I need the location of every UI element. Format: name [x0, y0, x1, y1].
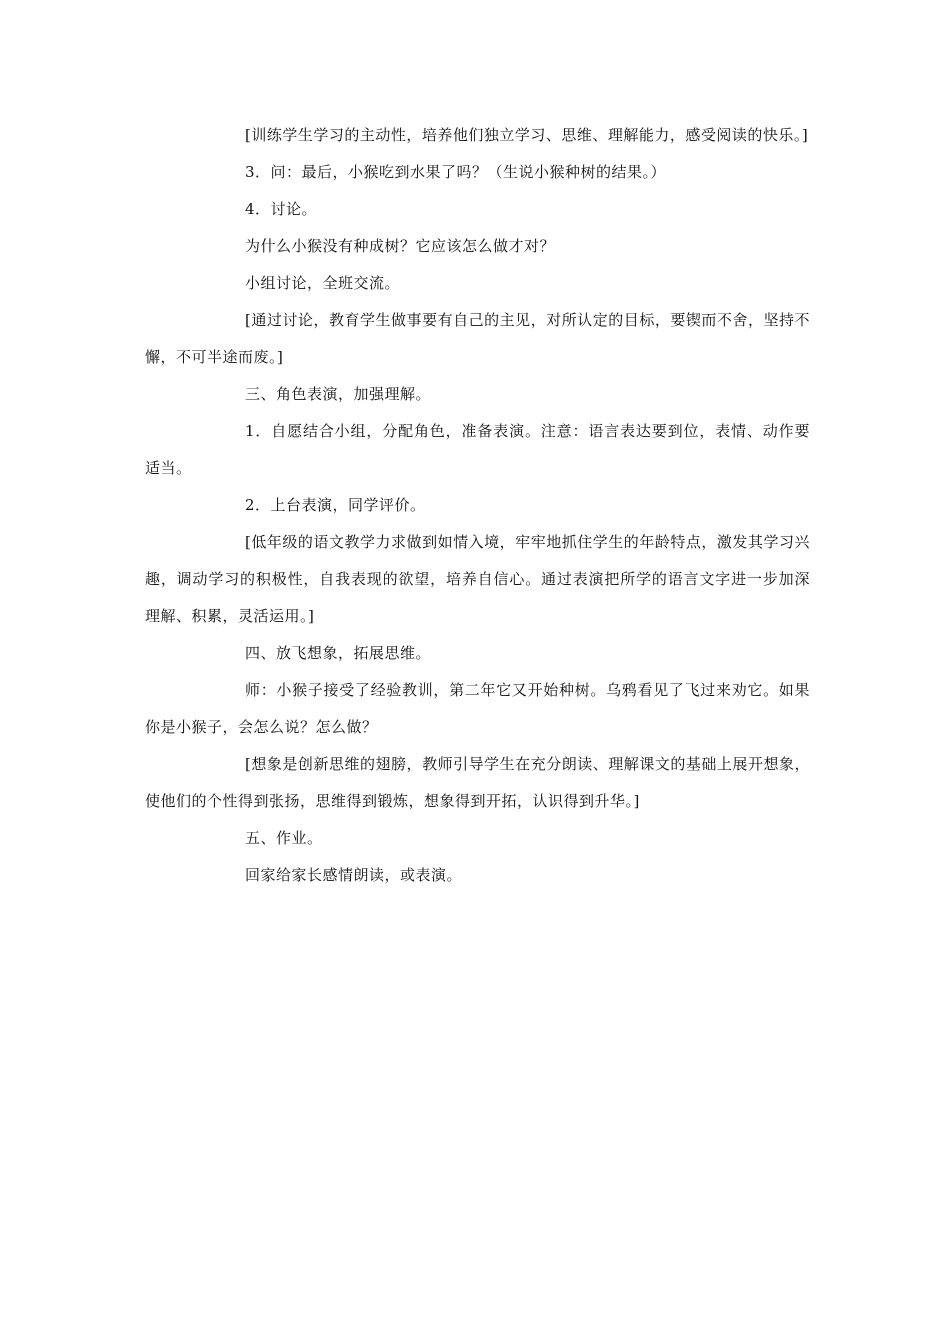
paragraph-role-play-step-2: 2．上台表演，同学评价。 — [245, 496, 426, 514]
paragraph-question-fruit: 3．问：最后，小猴吃到水果了吗？（生说小猴种树的结果。） — [245, 163, 667, 181]
paragraph-note-performance: [低年级的语文教学力求做到如情入境，牢牢地抓住学生的年龄特点，激发其学习兴趣，调动学习的积极性，自我表现的欲望，培养自信心。通过表演把所学的语言文字进一步加深理解、积累，灵活运用。] — [145, 533, 810, 625]
paragraph-note-perseverance: [通过讨论，教育学生做事要有自己的主见，对所认定的目标，要锲而不舍，坚持不懈，不可半途而废。] — [145, 311, 810, 366]
paragraph-role-play-step-1: 1．自愿结合小组，分配角色，准备表演。注意：语言表达要到位，表情、动作要适当。 — [145, 422, 810, 477]
paragraph-discussion-question: 为什么小猴没有种成树？它应该怎么做才对？ — [245, 237, 556, 255]
document-body — [145, 117, 810, 894]
paragraph-group-discussion: 小组讨论，全班交流。 — [245, 274, 401, 292]
paragraph-note-imagination: [想象是创新思维的翅膀，教师引导学生在充分朗读、理解课文的基础上展开想象，使他们的个性得到张扬，思维得到锻炼，想象得到开拓，认识得到升华。] — [145, 755, 810, 810]
paragraph-teacher-prompt: 师：小猴子接受了经验教训，第二年它又开始种树。乌鸦看见了飞过来劝它。如果你是小猴子，会怎么说？怎么做？ — [145, 681, 810, 736]
paragraph-discussion-heading: 4．讨论。 — [245, 200, 318, 218]
section-heading-role-play: 三、角色表演，加强理解。 — [245, 385, 432, 403]
paragraph-homework: 回家给家长感情朗读，或表演。 — [245, 866, 463, 884]
section-heading-imagination: 四、放飞想象，拓展思维。 — [245, 644, 432, 662]
section-heading-homework: 五、作业。 — [245, 829, 323, 847]
paragraph-note-active-learning: [训练学生学习的主动性，培养他们独立学习、思维、理解能力，感受阅读的快乐。] — [245, 126, 809, 144]
